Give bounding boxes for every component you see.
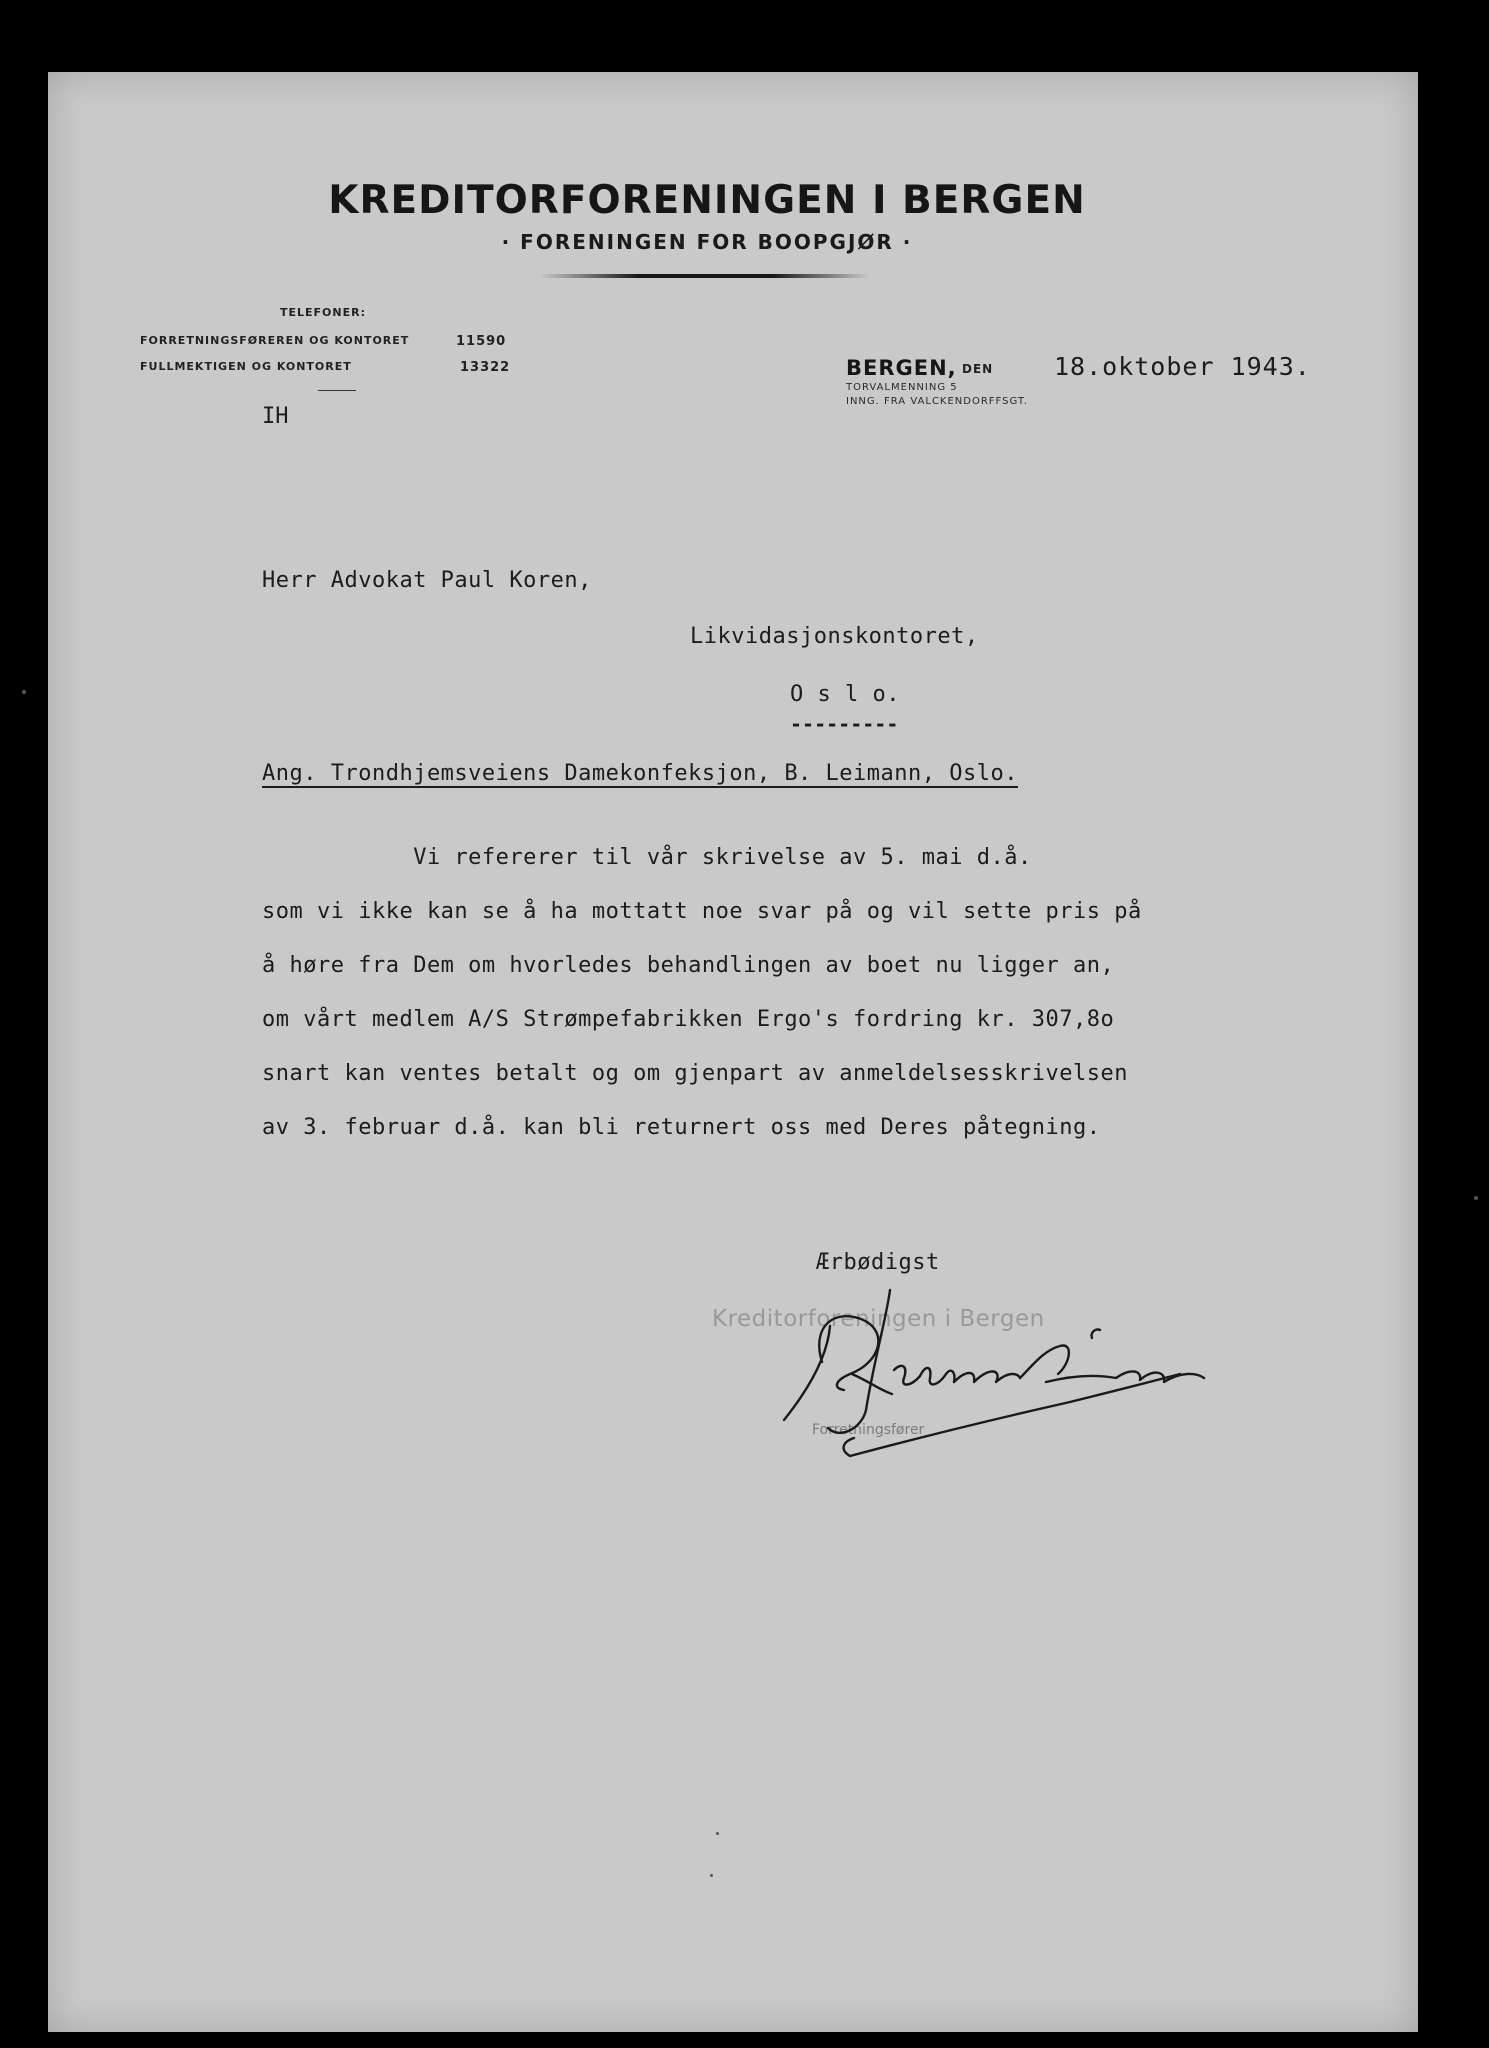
stamp-title: Forretningsfører xyxy=(812,1422,925,1438)
letterhead-subtitle: · FORENINGEN FOR BOOPGJØR · xyxy=(501,230,913,254)
reference-initials: IH xyxy=(262,404,289,429)
telephone-line xyxy=(140,334,530,347)
telephone-label: FULLMEKTIGEN OG KONTORET xyxy=(140,360,352,373)
telephone-number: 11590 xyxy=(456,334,507,349)
recipient-name: Herr Advokat Paul Koren, xyxy=(262,568,592,593)
city-name: BERGEN, xyxy=(846,356,957,380)
address-line: TORVALMENNING 5 xyxy=(846,382,958,393)
telephone-heading: TELEFONER: xyxy=(280,306,366,319)
letterhead-title: KREDITORFORENINGEN I BERGEN xyxy=(328,178,1086,223)
body-line: Vi refererer til vår skrivelse av 5. mai d.å. xyxy=(262,845,1032,870)
closing-salutation: Ærbødigst xyxy=(816,1250,940,1275)
recipient-underline: --------- xyxy=(790,712,899,736)
body-line: som vi ikke kan se å ha mottatt noe svar på og vil sette pris på xyxy=(262,899,1142,924)
telephone-line xyxy=(140,360,530,373)
recipient-city: O s l o. xyxy=(790,682,900,707)
telephone-number: 13322 xyxy=(460,360,511,375)
telephone-label: FORRETNINGSFØREREN OG KONTORET xyxy=(140,334,410,347)
divider-tick xyxy=(318,390,356,391)
address-line: INNG. FRA VALCKENDORFFSGT. xyxy=(846,396,1028,407)
den-label: DEN xyxy=(962,362,994,376)
subject-line: Ang. Trondhjemsveiens Damekonfeksjon, B. Leimann, Oslo. xyxy=(262,761,1018,786)
body-line: av 3. februar d.å. kan bli returnert oss med Deres påtegning. xyxy=(262,1115,1101,1140)
handwritten-signature xyxy=(770,1270,1230,1470)
body-line: om vårt medlem A/S Strømpefabrikken Ergo's fordring kr. 307,8o xyxy=(262,1007,1115,1032)
recipient-office: Likvidasjonskontoret, xyxy=(690,624,979,649)
letter-date: 18.oktober 1943. xyxy=(1054,352,1311,381)
company-stamp: Kreditorforeningen i Bergen xyxy=(712,1306,1045,1332)
body-line: snart kan ventes betalt og om gjenpart av anmeldelsesskrivelsen xyxy=(262,1061,1128,1086)
letterhead-rule xyxy=(540,274,870,278)
body-line: å høre fra Dem om hvorledes behandlingen av boet nu ligger an, xyxy=(262,953,1115,978)
